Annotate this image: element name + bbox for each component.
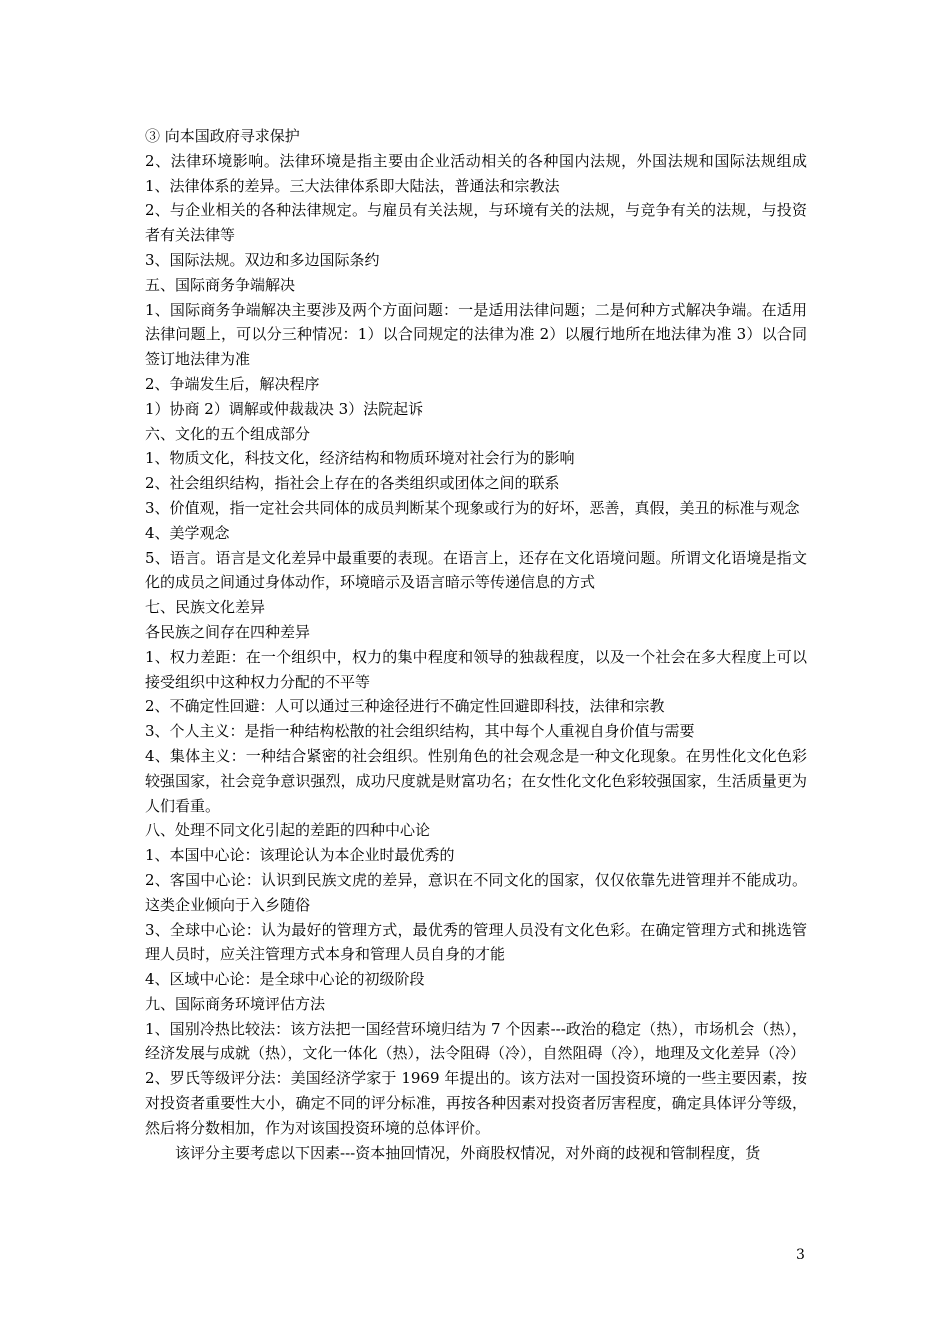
paragraph: 2、争端发生后，解决程序 xyxy=(145,374,320,393)
paragraph: 2、法律环境影响。法律环境是指主要由企业活动相关的各种国内法规，外国法规和国际法规组成 1、法律体系的差异。三大法律体系即大陆法，普通法和宗教法 xyxy=(145,151,807,195)
paragraph: 1）协商 2）调解或仲裁裁决 3）法院起诉 xyxy=(145,399,424,418)
section-heading: 九、国际商务环境评估方法 xyxy=(145,994,326,1013)
paragraph: 4、区域中心论：是全球中心论的初级阶段 xyxy=(145,970,425,989)
paragraph: 3、全球中心论：认为最好的管理方式，最优秀的管理人员没有文化色彩。在确定管理方式和挑选管理人员时，应关注管理方式本身和管理人员自身的才能 xyxy=(145,920,807,964)
paragraph: 1、国别冷热比较法：该方法把一国经营环境归结为 7 个因素---政治的稳定（热），市场机会（热），经济发展与成就（热），文化一体化（热），法令阻碍（冷），自然阻碍（冷），地理及文化差异（冷） xyxy=(145,1019,807,1063)
paragraph: 5、语言。语言是文化差异中最重要的表现。在语言上，还存在文化语境问题。所谓文化语境是指文化的成员之间通过身体动作，环境暗示及语言暗示等传递信息的方式 xyxy=(145,548,807,592)
paragraph: 3、个人主义：是指一种结构松散的社会组织结构，其中每个人重视自身价值与需要 xyxy=(145,722,695,741)
paragraph: ③ 向本国政府寻求保护 xyxy=(145,127,300,145)
paragraph: 2、罗氏等级评分法：美国经济学家于 1969 年提出的。该方法对一国投资环境的一些主要因素，按对投资者重要性大小，确定不同的评分标准，再按各种因素对投资者厉害程度，确定具体评分等级，然后将分数相加，作为对该国投资环境的总体评价。 xyxy=(145,1069,807,1137)
section-heading: 六、文化的五个组成部分 xyxy=(145,424,311,443)
paragraph: 1、权力差距：在一个组织中，权力的集中程度和领导的独裁程度，以及一个社会在多大程度上可以接受组织中这种权力分配的不平等 xyxy=(145,647,807,691)
paragraph: 4、集体主义：一种结合紧密的社会组织。性别角色的社会观念是一种文化现象。在男性化文化色彩较强国家，社会竞争意识强烈，成功尺度就是财富功名；在女性化文化色彩较强国家，生活质量更为人们看重。 xyxy=(145,746,807,815)
section-heading: 五、国际商务争端解决 xyxy=(145,275,296,294)
paragraph: 3、国际法规。双边和多边国际条约 xyxy=(145,250,380,269)
paragraph: 2、社会组织结构，指社会上存在的各类组织或团体之间的联系 xyxy=(145,474,560,493)
paragraph: 1、本国中心论：该理论认为本企业时最优秀的 xyxy=(145,846,455,865)
paragraph: 3、价值观，指一定社会共同体的成员判断某个现象或行为的好坏，恶善，真假，美丑的标准与观念 xyxy=(145,498,800,517)
paragraph: 4、美学观念 xyxy=(145,523,230,542)
paragraph: 1、物质文化，科技文化，经济结构和物质环境对社会行为的影响 xyxy=(145,449,575,468)
paragraph: 2、与企业相关的各种法律规定。与雇员有关法规，与环境有关的法规，与竞争有关的法规，与投资者有关法律等 xyxy=(145,201,807,245)
paragraph: 2、客国中心论：认识到民族文虎的差异，意识在不同文化的国家，仅仅依靠先进管理并不能成功。这类企业倾向于入乡随俗 xyxy=(145,870,807,914)
page-number: 3 xyxy=(796,1247,805,1263)
paragraph: 1、国际商务争端解决主要涉及两个方面问题：一是适用法律问题；二是何种方式解决争端。在适用法律问题上，可以分三种情况：1）以合同规定的法律为准 2）以履行地所在地法律为准 3）以合同签订地法律为准 xyxy=(145,300,807,369)
paragraph: 各民族之间存在四种差异 xyxy=(145,622,311,641)
section-heading: 八、处理不同文化引起的差距的四种中心论 xyxy=(145,821,431,840)
section-heading: 七、民族文化差异 xyxy=(145,598,266,617)
body-text xyxy=(145,124,807,1165)
paragraph: 2、不确定性回避：人可以通过三种途径进行不确定性回避即科技，法律和宗教 xyxy=(145,697,665,716)
paragraph: 该评分主要考虑以下因素---资本抽回情况，外商股权情况，对外商的歧视和管制程度，货 xyxy=(175,1143,761,1162)
